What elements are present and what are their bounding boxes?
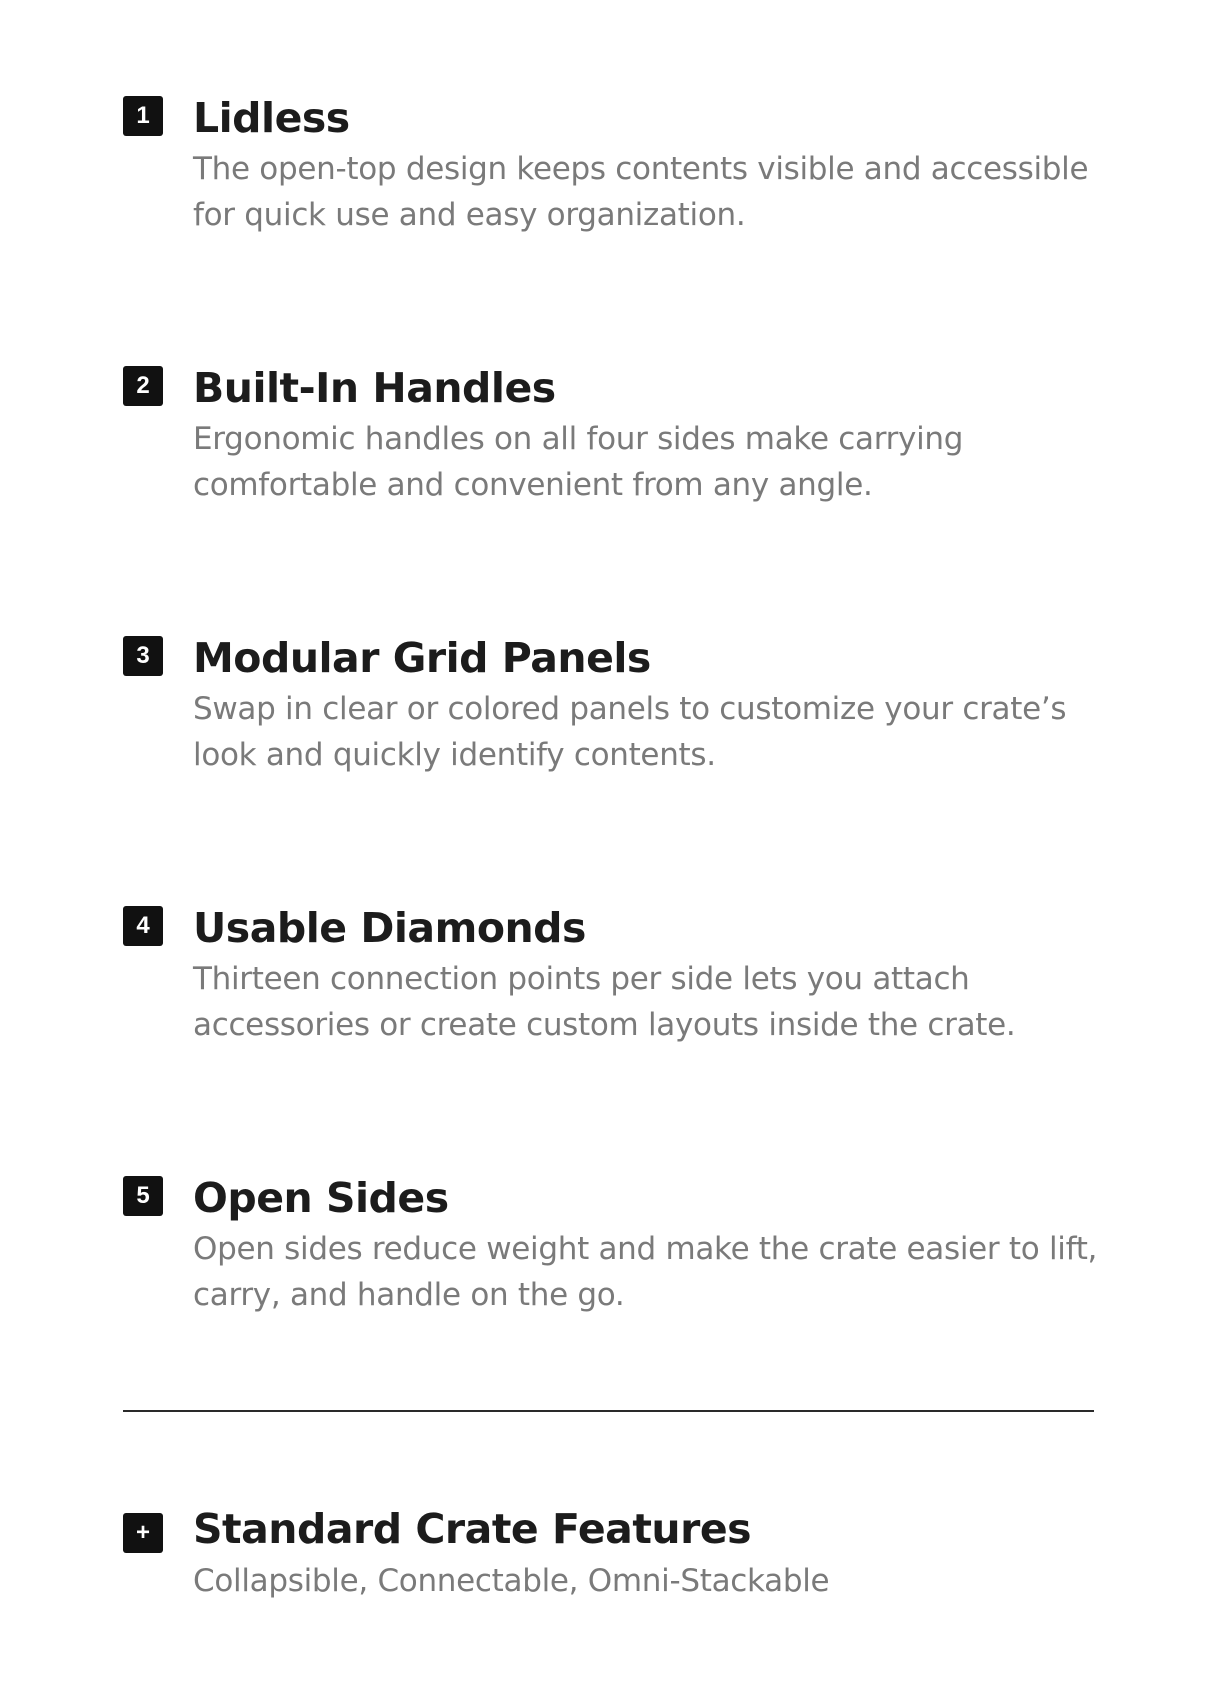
number-badge: 2 — [123, 366, 163, 406]
section-divider — [123, 1410, 1094, 1412]
description-line: Open sides reduce weight and make the crate easier to lift, — [193, 1231, 1098, 1267]
description-line: Swap in clear or colored panels to customize your crate’s — [193, 691, 1067, 727]
feature-description — [193, 1226, 1153, 1318]
description-line: The open-top design keeps contents visible and accessible — [193, 151, 1089, 187]
feature-title: Lidless — [193, 94, 350, 142]
description-line: comfortable and convenient from any angle. — [193, 467, 873, 503]
feature-title: Modular Grid Panels — [193, 634, 651, 682]
feature-title: Built-In Handles — [193, 364, 556, 412]
feature-description — [193, 416, 1153, 508]
feature-title: Open Sides — [193, 1174, 449, 1222]
number-badge: 3 — [123, 636, 163, 676]
feature-description — [193, 686, 1153, 778]
feature-description — [193, 146, 1153, 238]
number-badge: 4 — [123, 906, 163, 946]
description-line: for quick use and easy organization. — [193, 197, 746, 233]
number-badge: 5 — [123, 1176, 163, 1216]
description-line: Collapsible, Connectable, Omni-Stackable — [193, 1563, 830, 1599]
description-line: Thirteen connection points per side lets you attach — [193, 961, 970, 997]
number-badge: 1 — [123, 96, 163, 136]
description-line: carry, and handle on the go. — [193, 1277, 625, 1313]
description-line: Ergonomic handles on all four sides make carrying — [193, 421, 964, 457]
plus-badge: + — [123, 1513, 163, 1553]
description-line: look and quickly identify contents. — [193, 737, 716, 773]
standard-features-title: Standard Crate Features — [193, 1505, 752, 1553]
feature-title: Usable Diamonds — [193, 904, 586, 952]
standard-features-description — [193, 1558, 1153, 1604]
description-line: accessories or create custom layouts inside the crate. — [193, 1007, 1016, 1043]
feature-description — [193, 956, 1153, 1048]
